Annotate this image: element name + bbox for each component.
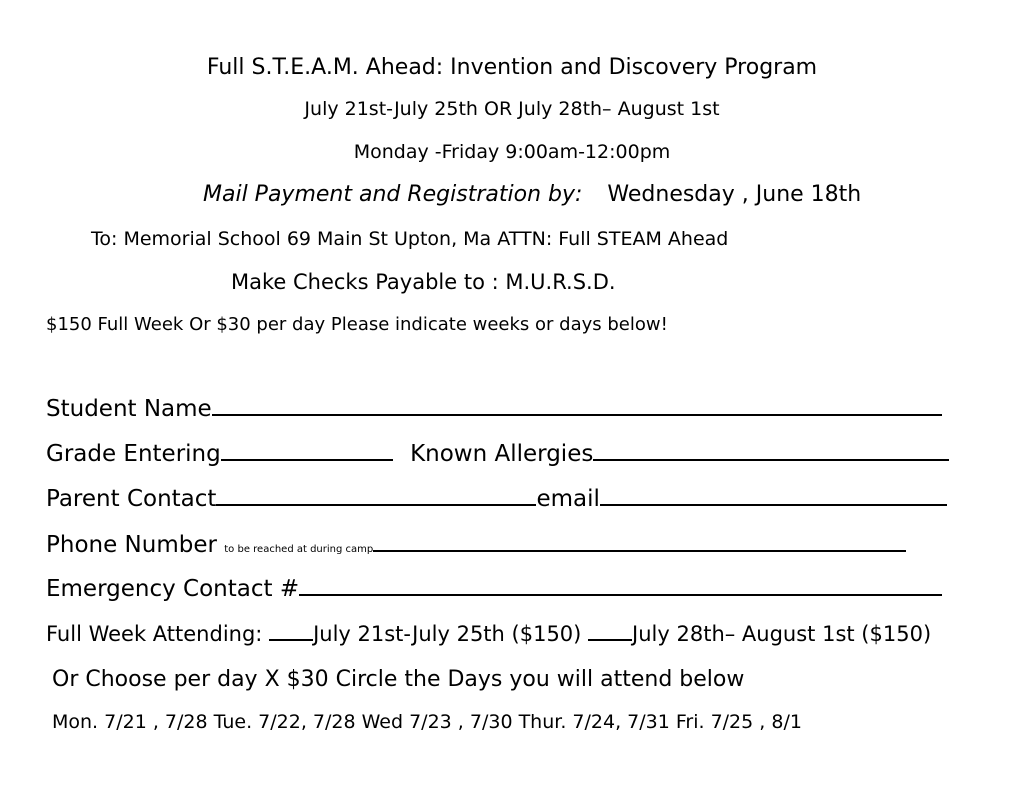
checks-payable: Make Checks Payable to : M.U.R.S.D. xyxy=(231,270,616,294)
email-label: email xyxy=(536,486,600,512)
grade-field[interactable] xyxy=(221,458,393,461)
allergies-field[interactable] xyxy=(593,458,949,461)
deadline-date: Wednesday , June 18th xyxy=(607,182,862,207)
day-options[interactable]: Mon. 7/21 , 7/28 Tue. 7/22, 7/28 Wed 7/23 , 7/30 Thur. 7/24, 7/31 Fri. 7/25 , 8/1 xyxy=(52,711,802,733)
pricing-note: $150 Full Week Or $30 per day Please indicate weeks or days below! xyxy=(46,314,668,335)
phone-note: to be reached at during camp xyxy=(224,544,374,555)
mailing-address: To: Memorial School 69 Main St Upton, Ma ATTN: Full STEAM Ahead xyxy=(91,228,729,250)
phone-field[interactable] xyxy=(373,549,906,552)
emergency-label: Emergency Contact # xyxy=(46,576,300,602)
full-week-label: Full Week Attending: xyxy=(46,622,263,646)
program-title: Full S.T.E.A.M. Ahead: Invention and Discovery Program xyxy=(206,55,818,80)
session-dates: July 21st-July 25th OR July 28th– August 1st xyxy=(304,98,720,120)
deadline-label: Mail Payment and Registration by: xyxy=(203,182,583,207)
week1-option: July 21st-July 25th ($150) xyxy=(313,622,582,646)
email-field[interactable] xyxy=(600,503,947,506)
parent-contact-label: Parent Contact xyxy=(46,486,217,512)
student-name-field[interactable] xyxy=(212,413,942,416)
allergies-label: Known Allergies xyxy=(410,441,594,467)
parent-email-row xyxy=(46,488,947,511)
week2-option: July 28th– August 1st ($150) xyxy=(632,622,932,646)
week2-checkbox-line[interactable] xyxy=(588,638,632,641)
emergency-row xyxy=(46,578,942,601)
week1-checkbox-line[interactable] xyxy=(269,638,313,641)
student-name-label: Student Name xyxy=(46,396,212,422)
full-week-row xyxy=(46,624,931,645)
schedule-hours: Monday -Friday 9:00am-12:00pm xyxy=(353,141,671,163)
grade-allergies-row xyxy=(46,443,949,466)
parent-contact-field[interactable] xyxy=(216,503,536,506)
grade-label: Grade Entering xyxy=(46,441,221,467)
per-day-instructions: Or Choose per day X $30 Circle the Days you will attend below xyxy=(52,667,745,692)
phone-row xyxy=(46,534,906,557)
emergency-field[interactable] xyxy=(299,593,942,596)
deadline-line xyxy=(203,184,861,206)
phone-label: Phone Number xyxy=(46,532,217,558)
student-name-row xyxy=(46,398,942,421)
